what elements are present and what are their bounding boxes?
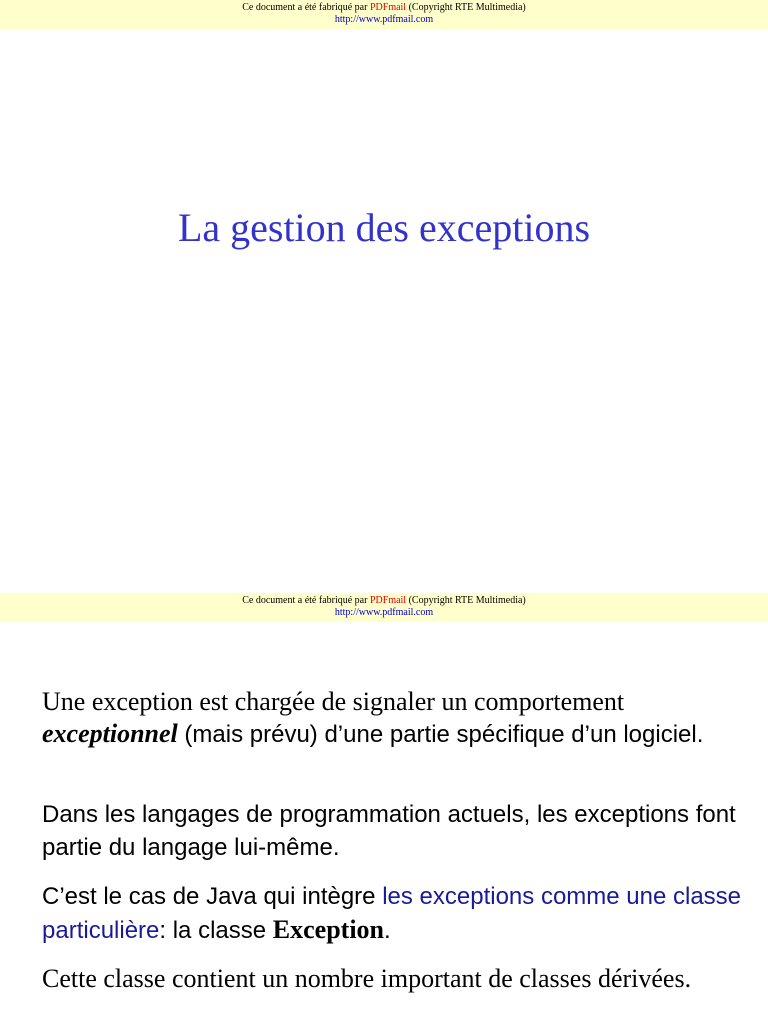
banner-text xyxy=(0,595,768,607)
banner-prefix: Ce document a été fabriqué par xyxy=(242,2,370,13)
paragraph-languages: Dans les langages de programmation actuels, les exceptions font partie du langage lui-même. xyxy=(42,801,736,861)
banner-brand-link[interactable]: PDFmail xyxy=(369,595,407,606)
emphasis-text: exceptionnel xyxy=(42,719,178,748)
paragraph-java xyxy=(42,880,742,947)
slide-title: La gestion des exceptions xyxy=(177,205,591,250)
banner-suffix: (Copyright RTE Multimedia) xyxy=(406,2,526,13)
banner-brand-link[interactable]: PDFmail xyxy=(369,2,407,13)
paragraph-text: : la classe xyxy=(159,917,273,944)
paragraph-exception-definition xyxy=(42,685,742,751)
paragraph-text: C’est le cas de Java qui intègre xyxy=(42,883,383,910)
paragraph-derived-classes: Cette classe contient un nombre important de classes dérivées. xyxy=(42,964,692,993)
pdfmail-banner-middle xyxy=(0,593,768,622)
banner-text xyxy=(0,2,768,14)
paragraph-text: (mais prévu) d’une partie spécifique d’un logiciel. xyxy=(177,721,704,748)
banner-prefix: Ce document a été fabriqué par xyxy=(242,595,370,606)
paragraph-text: . xyxy=(384,917,391,944)
banner-url-link[interactable]: http://www.pdfmail.com xyxy=(334,14,434,25)
class-name-text: Exception xyxy=(272,915,385,944)
paragraph-text: Une exception est chargée de signaler un comportement xyxy=(42,687,625,716)
highlight-text: les exceptions comme une classe particulière xyxy=(42,883,742,944)
banner-url-link[interactable]: http://www.pdfmail.com xyxy=(334,607,434,618)
pdfmail-banner-top xyxy=(0,0,768,29)
banner-suffix: (Copyright RTE Multimedia) xyxy=(406,595,526,606)
